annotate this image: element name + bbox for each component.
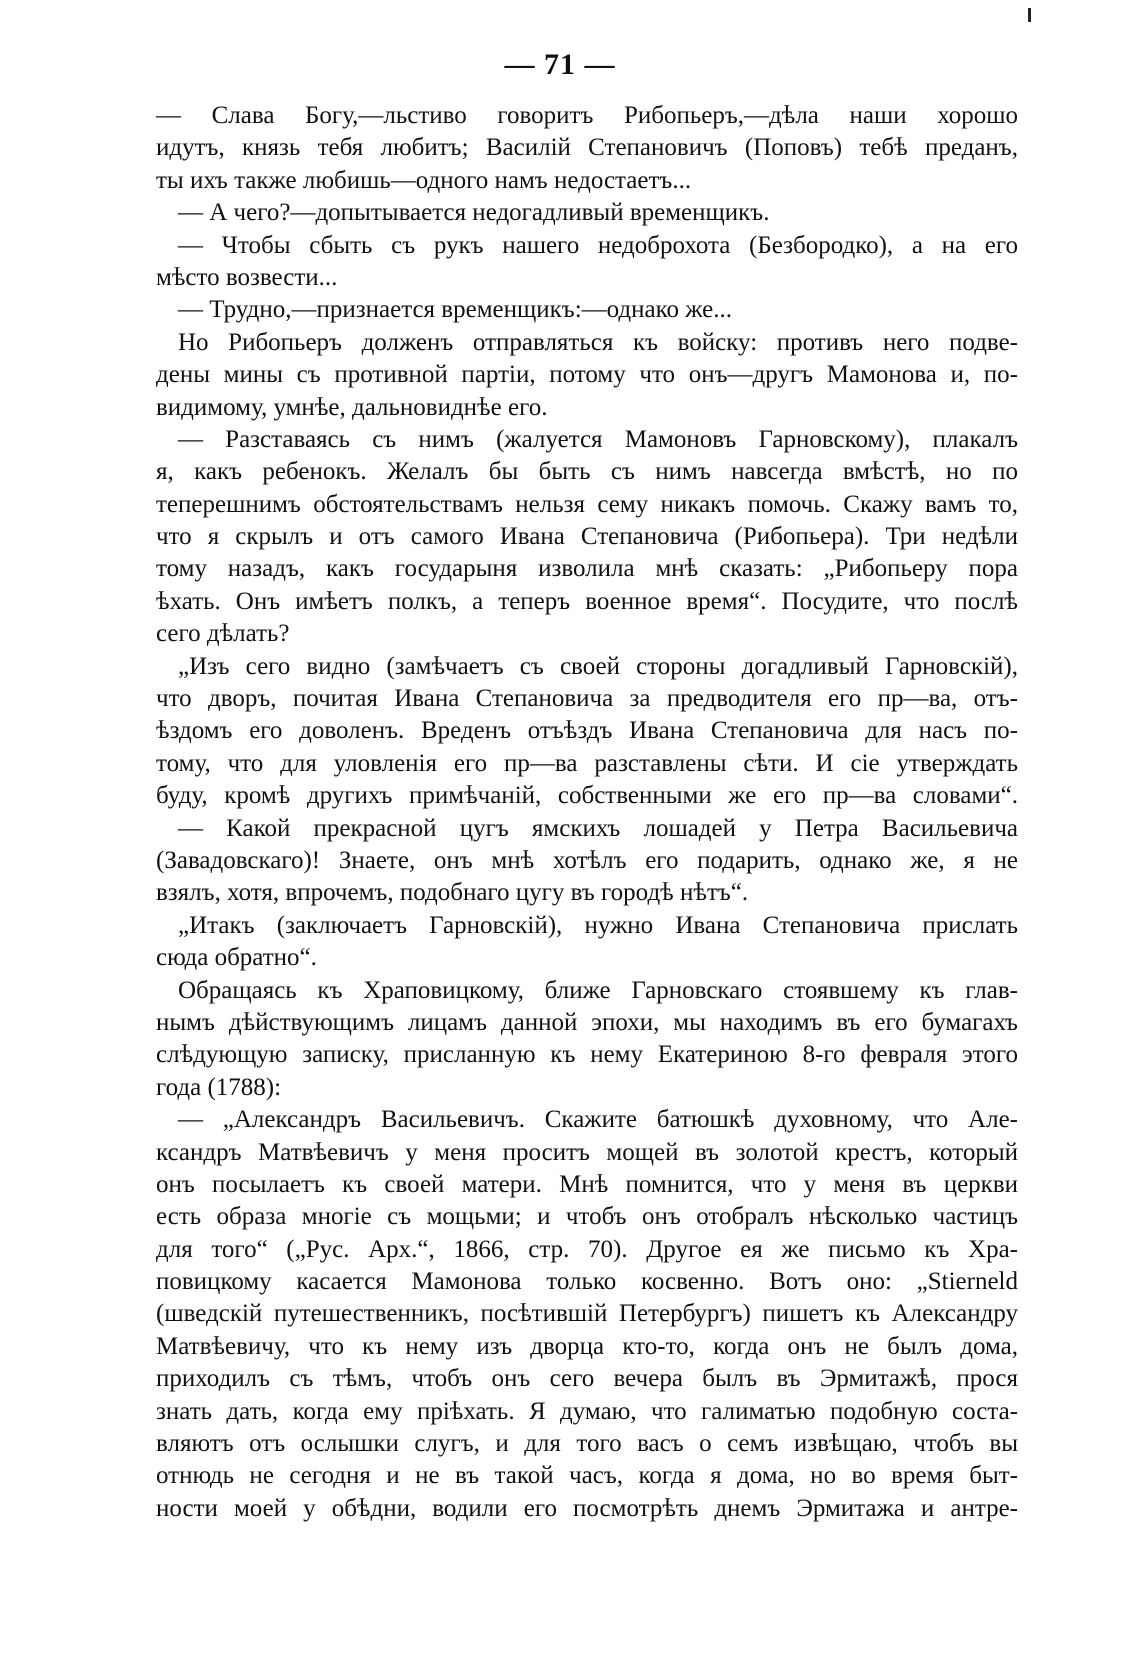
- text-line: (шведскій путешественникъ, посѣтившій Петербургъ) пишетъ къ Александру: [156, 1300, 1018, 1328]
- text-line: видимому, умнѣе, дальновиднѣе его.: [156, 393, 548, 421]
- text-line: ѣздомъ его доволенъ. Вреденъ отъѣздъ Ивана Степановича для насъ по-: [156, 717, 1018, 745]
- text-line: дены мины съ противной партіи, потому что онъ—другъ Мамонова и, по-: [156, 361, 1018, 389]
- text-line: онъ посылаетъ къ своей матери. Мнѣ помнится, что у меня въ церкви: [156, 1170, 1018, 1198]
- text-line: нымъ дѣйствующимъ лицамъ данной эпохи, мы находимъ въ его бумагахъ: [156, 1008, 1018, 1036]
- text-line: ности моей у обѣдни, водили его посмотрѣть днемъ Эрмитажа и антре-: [156, 1494, 1018, 1522]
- text-line: для того“ („Рус. Арх.“, 1866, стр. 70). Другое ея же письмо къ Хра-: [156, 1235, 1018, 1263]
- text-line: Обращаясь къ Храповицкому, ближе Гарновскаго стоявшему къ глав-: [178, 976, 1018, 1004]
- text-line: ксандръ Матвѣевичъ у меня проситъ мощей въ золотой крестъ, который: [156, 1138, 1018, 1166]
- body-text: [156, 100, 1018, 1525]
- text-line: ты ихъ также любишь—одного намъ недостаетъ...: [156, 166, 692, 194]
- print-mark: [1028, 8, 1031, 22]
- page-number: — 71 —: [504, 48, 616, 81]
- text-line: — „Александръ Васильевичъ. Скажите батюшкѣ духовному, что Але-: [178, 1106, 1018, 1134]
- text-line: повицкому касается Мамонова только косвенно. Вотъ оно: „Stierneld: [156, 1268, 1018, 1296]
- text-line: отнюдь не сегодня и не въ такой часъ, когда я дома, но во время быт-: [156, 1462, 1018, 1490]
- text-line: Но Рибопьеръ долженъ отправляться къ войску: противъ него подве-: [178, 328, 1018, 356]
- text-line: идутъ, князь тебя любитъ; Василій Степановичъ (Поповъ) тебѣ преданъ,: [156, 134, 1018, 162]
- text-line: — А чего?—допытывается недогадливый временщикъ.: [178, 199, 770, 227]
- text-line: сюда обратно“.: [156, 944, 317, 972]
- text-line: есть образа многіе съ мощьми; и чтобъ онъ отобралъ нѣсколько частицъ: [156, 1203, 1018, 1231]
- text-line: — Слава Богу,—льстиво говоритъ Рибопьеръ,—дѣла наши хорошо: [156, 102, 1018, 129]
- text-line: вляютъ отъ ослышки слугъ, и для того васъ о семъ извѣщаю, чтобъ вы: [156, 1430, 1018, 1458]
- text-line: Матвѣевичу, что къ нему изъ дворца кто-то, когда онъ не былъ дома,: [156, 1332, 1018, 1360]
- text-line: — Какой прекрасной цугъ ямскихъ лошадей у Петра Васильевича: [178, 814, 1018, 842]
- text-line: — Трудно,—признается временщикъ:—однако же...: [178, 296, 733, 324]
- text-line: взялъ, хотя, впрочемъ, подобнаго цугу въ городѣ нѣтъ“.: [156, 879, 749, 907]
- text-line: тому назадъ, какъ государыня изволила мнѣ сказать: „Рибопьеру пора: [156, 555, 1018, 583]
- text-line: „Итакъ (заключаетъ Гарновскій), нужно Ивана Степановича прислать: [178, 911, 1018, 939]
- text-line: — Чтобы сбыть съ рукъ нашего недоброхота (Безбородко), а на его: [178, 231, 1018, 259]
- text-line: приходилъ съ тѣмъ, чтобъ онъ сего вечера былъ въ Эрмитажѣ, прося: [156, 1365, 1018, 1393]
- text-line: буду, кромѣ другихъ примѣчаній, собственными же его пр—ва словами“.: [156, 782, 1018, 810]
- text-line: мѣсто возвести...: [156, 263, 338, 291]
- text-line: — Разставаясь съ нимъ (жалуется Мамоновъ Гарновскому), плакалъ: [178, 425, 1018, 453]
- text-line: знать дать, когда ему пріѣхать. Я думаю, что галиматью подобную соста-: [156, 1397, 1018, 1425]
- text-line: ѣхать. Онъ имѣетъ полкъ, а теперъ военное время“. Посудите, что послѣ: [156, 587, 1018, 615]
- text-line: что я скрылъ и отъ самого Ивана Степановича (Рибопьера). Три недѣли: [156, 523, 1018, 551]
- text-line: „Изъ сего видно (замѣчаетъ съ своей стороны догадливый Гарновскій),: [178, 652, 1018, 680]
- text-line: тому, что для уловленія его пр—ва разставлены сѣти. И сіе утверждать: [156, 749, 1018, 777]
- text-line: сего дѣлать?: [156, 620, 290, 648]
- text-line: (Завадовскаго)! Знаете, онъ мнѣ хотѣлъ его подарить, однако же, я не: [156, 846, 1018, 874]
- text-line: слѣдующую записку, присланную къ нему Екатериною 8-го февраля этого: [156, 1041, 1018, 1069]
- text-line: я, какъ ребенокъ. Желалъ бы быть съ нимъ навсегда вмѣстѣ, но по: [156, 458, 1018, 486]
- text-line: что дворъ, почитая Ивана Степановича за предводителя его пр—ва, отъ-: [156, 685, 1018, 713]
- text-line: года (1788):: [156, 1073, 282, 1101]
- text-line: теперешнимъ обстоятельствамъ нельзя сему никакъ помочь. Скажу вамъ то,: [156, 490, 1018, 518]
